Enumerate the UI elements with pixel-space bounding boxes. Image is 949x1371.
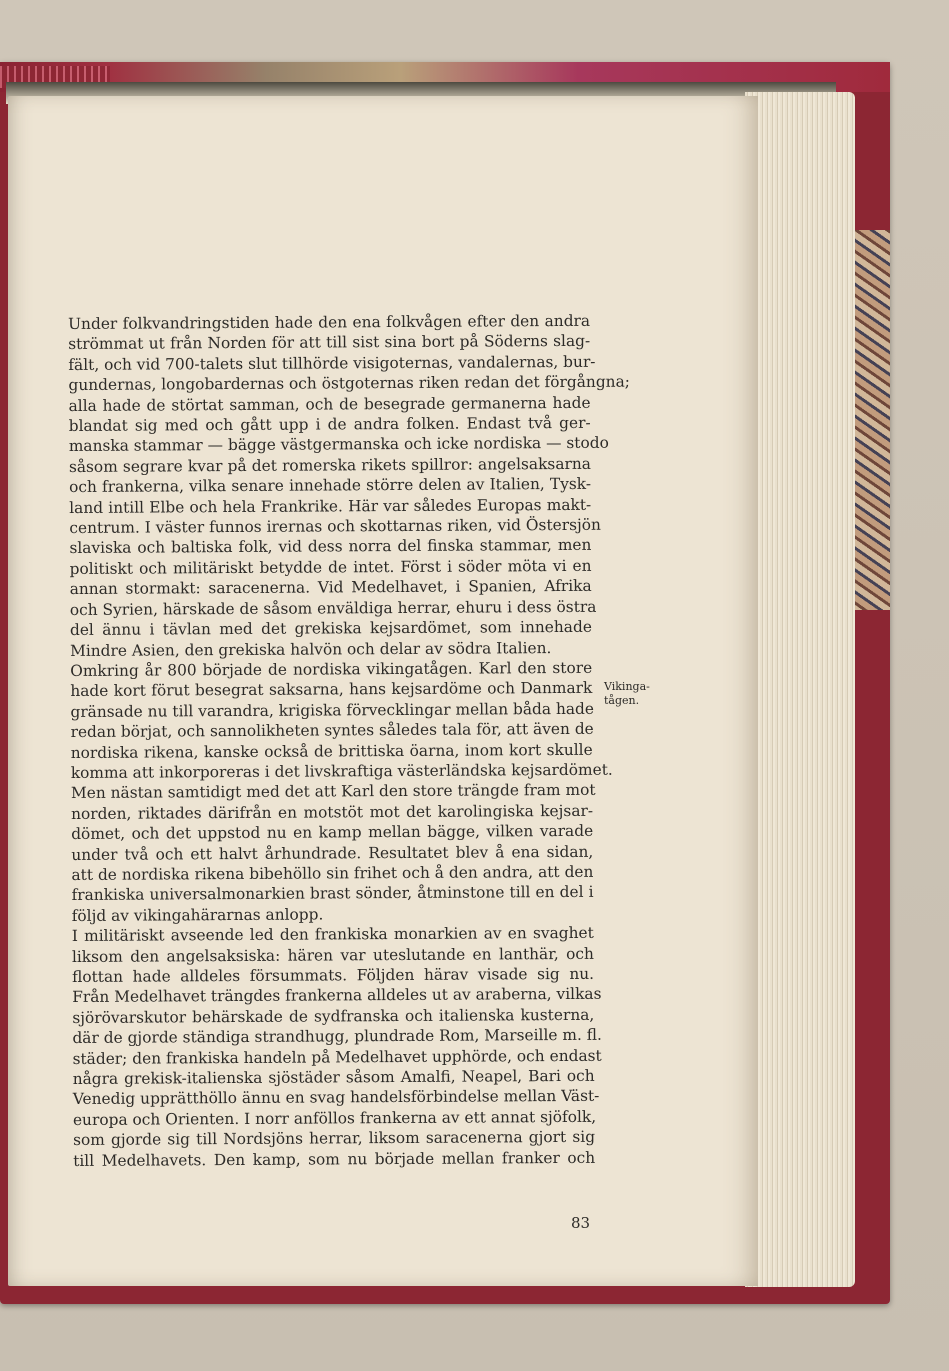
text-line: Omkring år 800 började de nordiska vikingatågen. Karl den store	[70, 658, 593, 680]
text-line: följd av vikingahärarnas anlopp.	[71, 905, 324, 925]
body-text	[68, 311, 630, 1171]
text-line: liksom den angelsaksiska: hären var uteslutande en lanthär, och	[71, 944, 594, 966]
text-line: Under folkvandringstiden hade den ena folkvågen efter den andra	[68, 311, 591, 333]
text-line: under två och ett halvt århundrade. Resultatet blev å ena sidan,	[71, 842, 594, 864]
text-line: nordiska rikena, kanske också de brittiska öarna, inom kort skulle	[70, 740, 593, 762]
text-line: fält, och vid 700-talets slut tillhörde visigoternas, vandalernas, bur-	[68, 352, 596, 374]
text-line: sjörövarskutor behärskade de sydfranska och italienska kusterna,	[72, 1005, 595, 1027]
text-line: blandat sig med och gått upp i de andra folken. Endast två ger-	[68, 413, 591, 436]
text-line: centrum. I väster funnos irernas och skottarnas riken, vid Östersjön	[69, 515, 601, 538]
text-line: redan börjat, och sannolikheten syntes således tala för, att även de	[70, 719, 594, 742]
text-line: komma att inkorporeras i det livskraftiga västerländska kejsardömet.	[70, 760, 613, 782]
text-line: alla hade de störtat samman, och de besegrade germanerna hade	[68, 393, 591, 415]
text-line: städer; den frankiska handeln på Medelhavet upphörde, och endast	[72, 1046, 602, 1068]
text-line: strömmat ut från Norden för att till sist sina bort på Söderns slag-	[68, 332, 591, 354]
text-line: frankiska universalmonarkien brast sönder, åtminstone till en del i	[71, 883, 594, 905]
margin-note: Vikinga- tågen.	[604, 680, 650, 707]
text-line: såsom segrare kvar på det romerska rikets spillror: angelsaksarna	[68, 454, 591, 476]
text-line: land intill Elbe och hela Frankrike. Här var således Europas makt-	[69, 495, 592, 517]
text-line: annan stormakt: saracenerna. Vid Medelhavet, i Spanien, Afrika	[69, 577, 592, 599]
text-line: norden, riktades därifrån en motstöt mot det karolingiska kejsar-	[70, 801, 594, 823]
text-line: hade kort förut besegrat saksarna, hans kejsardöme och Danmark	[70, 679, 593, 701]
text-line: del ännu i tävlan med det grekiska kejsardömet, som innehade	[69, 617, 592, 640]
text-line: I militäriskt avseende led den frankiska monarkien av en svaghet	[71, 923, 594, 946]
text-line: europa och Orienten. I norr anföllos frankerna av ett annat sjöfolk,	[72, 1107, 597, 1129]
book-page	[8, 96, 758, 1286]
text-line: Men nästan samtidigt med det att Karl den store trängde fram mot	[70, 781, 596, 803]
text-line: och Syrien, härskade de såsom enväldiga herrar, ehuru i dess östra	[69, 597, 597, 619]
text-line: gundernas, longobardernas och östgoternas riken redan det förgångna;	[68, 372, 630, 395]
text-line: manska stammar — bägge västgermanska och icke nordiska — stodo	[68, 434, 609, 456]
text-line: slaviska och baltiska folk, vid dess norra del finska stammar, men	[69, 536, 592, 558]
marbled-endpaper	[852, 230, 890, 610]
text-line: och frankerna, vilka senare innehade större delen av Italien, Tysk-	[69, 475, 592, 497]
text-line: Mindre Asien, den grekiska halvön och delar av södra Italien.	[70, 638, 552, 660]
text-line: gränsade nu till varandra, krigiska förvecklingar mellan båda hade	[70, 699, 595, 721]
page-number: 83	[571, 1214, 591, 1232]
text-line: politiskt och militäriskt betydde de intet. Först i söder möta vi en	[69, 556, 592, 578]
text-line: några grekisk-italienska sjöstäder såsom Amalfi, Neapel, Bari och	[72, 1066, 595, 1089]
text-line: Från Medelhavet trängdes frankerna alldeles ut av araberna, vilkas	[72, 985, 602, 1007]
text-line: Venedig upprätthöllo ännu en svag handelsförbindelse mellan Väst-	[72, 1087, 600, 1109]
text-line: dömet, och det uppstod nu en kamp mellan bägge, vilken varade	[71, 821, 594, 844]
text-line: som gjorde sig till Nordsjöns herrar, liksom saracenerna gjort sig	[72, 1128, 596, 1150]
text-line: att de nordiska rikena bibehöllo sin frihet och å den andra, att den	[71, 862, 594, 884]
page-edges	[745, 92, 855, 1287]
text-line: till Medelhavets. Den kamp, som nu började mellan franker och	[73, 1148, 596, 1170]
text-line: där de gjorde ständiga strandhugg, plundrade Rom, Marseille m. fl.	[72, 1025, 602, 1048]
text-line: flottan hade alldeles försummats. Följden härav visade sig nu.	[71, 964, 595, 986]
